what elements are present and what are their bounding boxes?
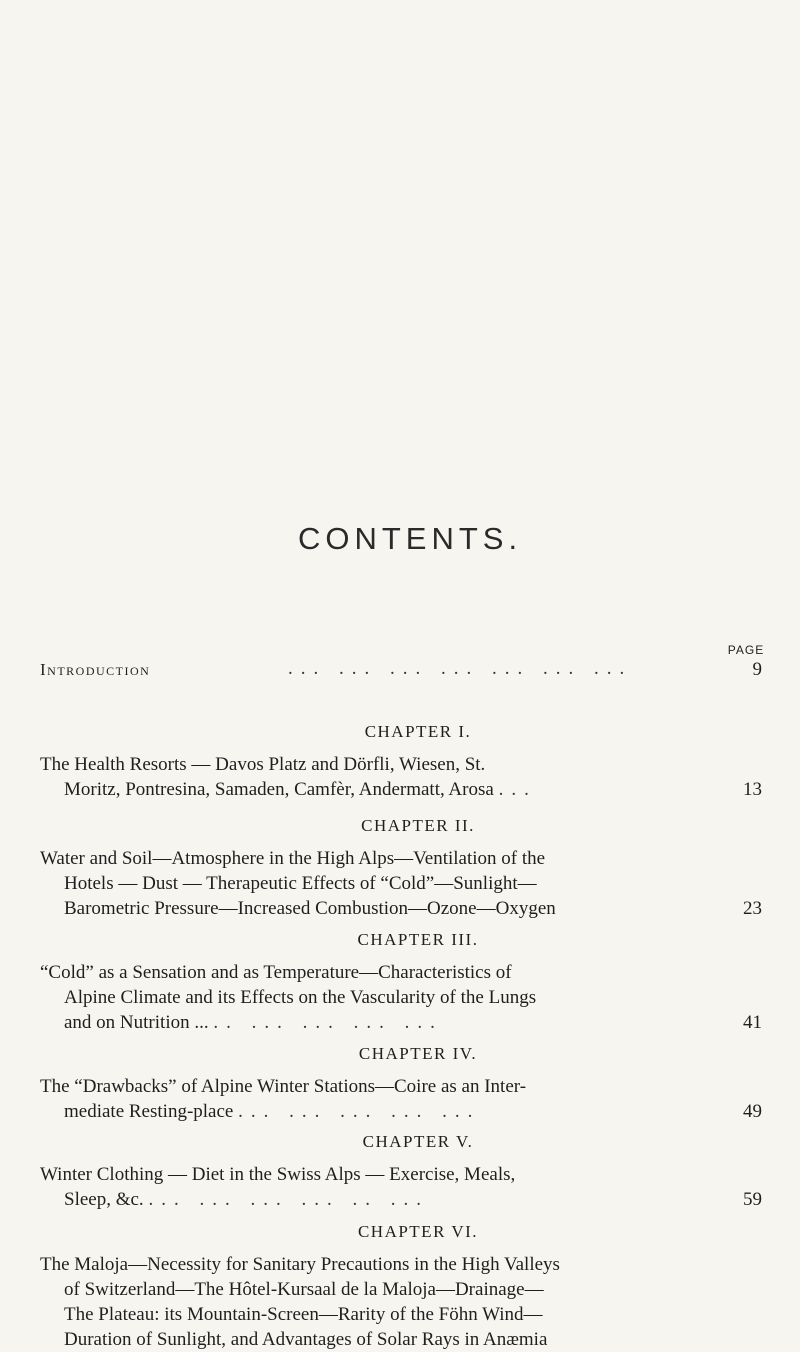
entry-line: The “Drawbacks” of Alpine Winter Stations—Coire as an Inter- — [40, 1076, 527, 1097]
entry-line: The Plateau: its Mountain-Screen—Rarity of the Föhn Wind— — [64, 1304, 543, 1325]
leader-dots: ... ... ... ... ... — [238, 1101, 481, 1122]
page-number: 41 — [743, 1012, 762, 1033]
page-number: 23 — [743, 898, 762, 919]
leader-dots: ... — [498, 779, 537, 800]
chapter-heading: CHAPTER VI. — [357, 1222, 479, 1241]
toc-entry-introduction[interactable] — [40, 656, 776, 686]
entry-line: “Cold” as a Sensation and as Temperature—Characteristics of — [40, 962, 512, 983]
toc-entry-chapter-2[interactable] — [40, 816, 776, 921]
toc-entry-chapter-1[interactable] — [40, 722, 776, 802]
entry-line: Winter Clothing — Diet in the Swiss Alps — Exercise, Meals, — [40, 1164, 516, 1185]
page-number: 9 — [752, 659, 762, 680]
toc-entry-chapter-3[interactable] — [40, 930, 776, 1035]
toc-entry-chapter-4[interactable] — [40, 1044, 776, 1124]
page-number: 49 — [743, 1101, 762, 1122]
page-number: 59 — [743, 1189, 762, 1210]
chapter-heading: CHAPTER I. — [364, 722, 472, 741]
entry-line: Sleep, &c. ... ... ... ... .. ... — [64, 1189, 429, 1210]
chapter-heading: CHAPTER II. — [361, 816, 475, 835]
toc-entry-chapter-5[interactable] — [40, 1132, 776, 1212]
leader-dots: ... ... ... ... ... ... ... — [288, 658, 633, 679]
entry-line: Hotels — Dust — Therapeutic Effects of “Cold”—Sunlight— — [64, 873, 537, 894]
entry-line: of Switzerland—The Hôtel-Kursaal de la Maloja—Drainage— — [64, 1279, 544, 1300]
entry-line: The Health Resorts — Davos Platz and Dörfli, Wiesen, St. — [40, 754, 486, 775]
leader-dots: .. ... ... ... ... — [213, 1012, 443, 1033]
leader-dots: ... ... ... ... .. ... — [148, 1189, 429, 1210]
entry-line: Moritz, Pontresina, Samaden, Camfèr, Andermatt, Arosa ... — [64, 779, 537, 800]
entry-line: The Maloja—Necessity for Sanitary Precautions in the High Valleys — [40, 1254, 560, 1275]
toc-entry-chapter-6[interactable] — [40, 1222, 776, 1352]
entry-line: Barometric Pressure—Increased Combustion—Ozone—Oxygen — [64, 898, 556, 919]
entry-label: Introduction — [40, 660, 151, 679]
entry-line: Water and Soil—Atmosphere in the High Alps—Ventilation of the — [40, 848, 546, 869]
entry-line: Duration of Sunlight, and Advantages of Solar Rays in Anæmia — [64, 1329, 548, 1350]
page-column-label: PAGE — [727, 643, 765, 657]
chapter-heading: CHAPTER V. — [362, 1132, 474, 1151]
page-title: CONTENTS. — [297, 521, 523, 556]
chapter-heading: CHAPTER IV. — [358, 1044, 478, 1063]
page-number: 13 — [743, 779, 762, 800]
chapter-heading: CHAPTER III. — [357, 930, 479, 949]
entry-line: mediate Resting-place ... ... ... ... ... — [64, 1101, 481, 1122]
entry-line: and on Nutrition ... .. ... ... ... ... — [64, 1012, 443, 1033]
entry-line: Alpine Climate and its Effects on the Vascularity of the Lungs — [64, 987, 537, 1008]
